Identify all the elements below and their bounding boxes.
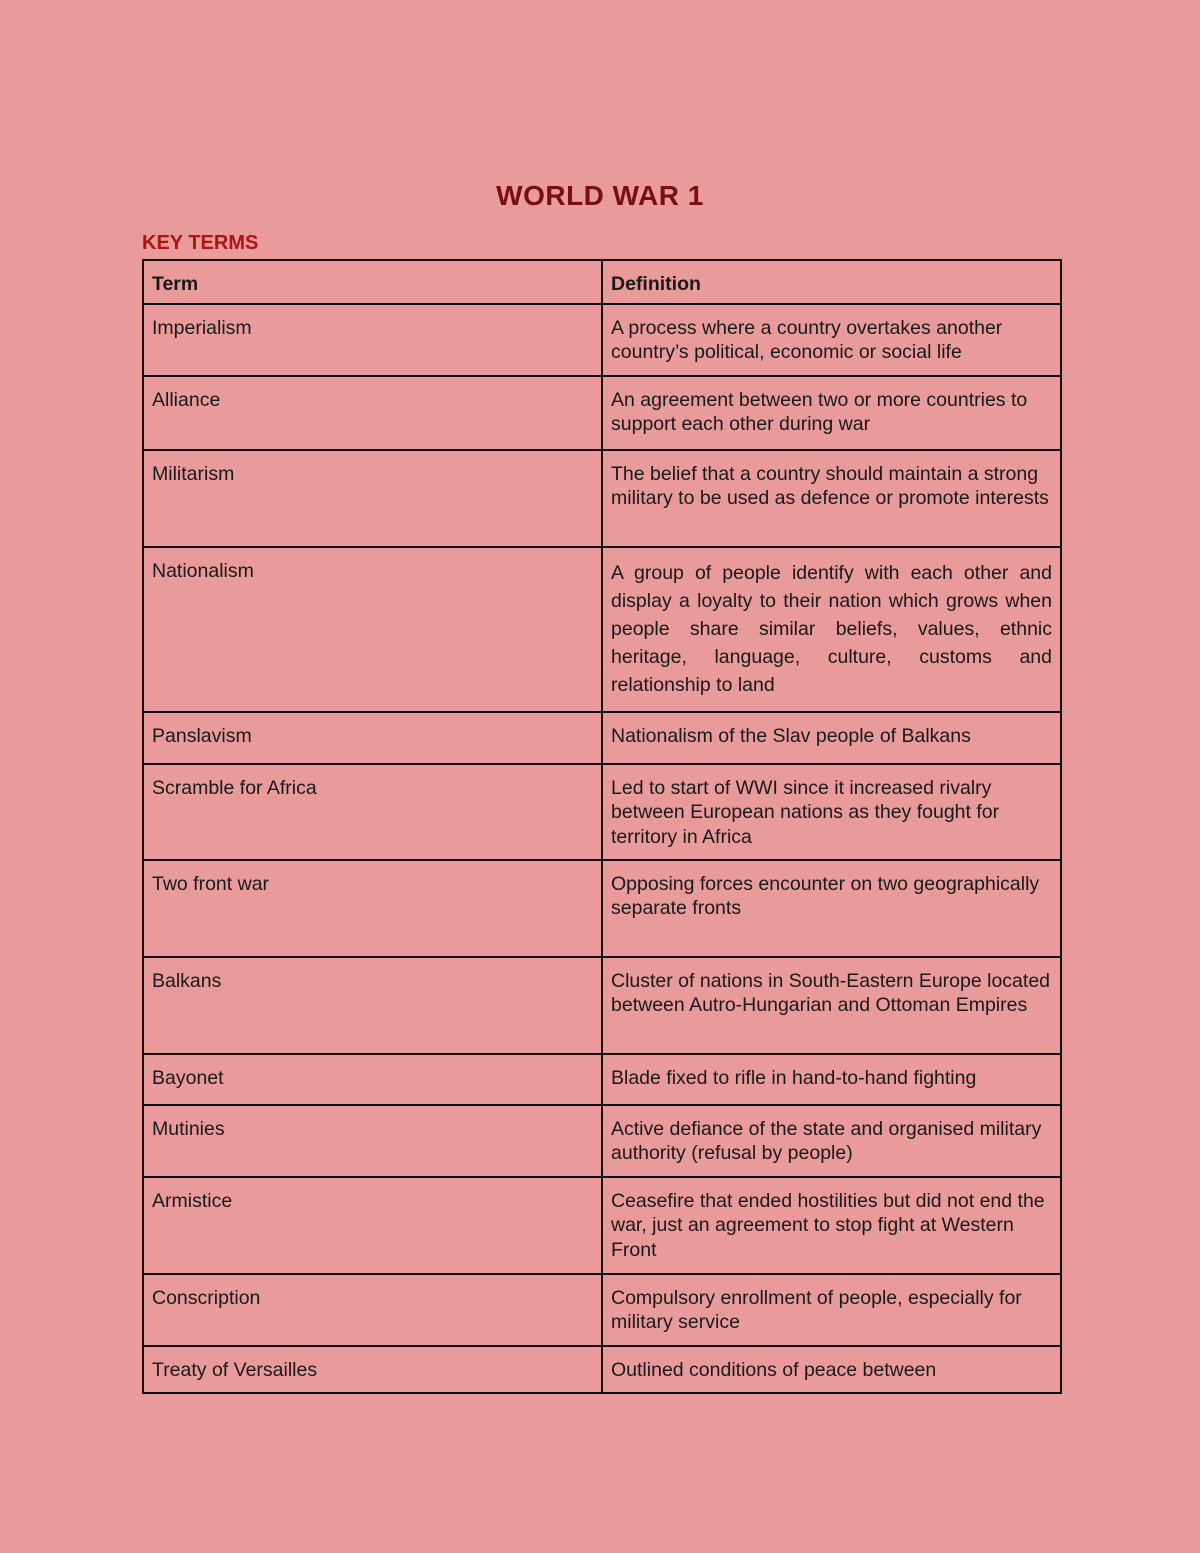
key-terms-table bbox=[142, 259, 1062, 1394]
definition-cell: Led to start of WWI since it increased rivalry between European nations as they fought for territory in Africa bbox=[602, 764, 1061, 860]
table-row bbox=[143, 1177, 1061, 1274]
table-row bbox=[143, 304, 1061, 376]
term-cell: Armistice bbox=[143, 1177, 602, 1274]
term-cell: Balkans bbox=[143, 957, 602, 1054]
table-row bbox=[143, 1274, 1061, 1346]
term-cell: Scramble for Africa bbox=[143, 764, 602, 860]
definition-cell: Active defiance of the state and organised military authority (refusal by people) bbox=[602, 1105, 1061, 1177]
definition-cell: An agreement between two or more countries to support each other during war bbox=[602, 376, 1061, 450]
term-cell: Mutinies bbox=[143, 1105, 602, 1177]
table-row bbox=[143, 957, 1061, 1054]
table-row bbox=[143, 1105, 1061, 1177]
definition-cell: Blade fixed to rifle in hand-to-hand fighting bbox=[602, 1054, 1061, 1105]
table-row bbox=[143, 860, 1061, 957]
table-row bbox=[143, 764, 1061, 860]
definition-cell: Cluster of nations in South-Eastern Europe located between Autro-Hungarian and Ottoman Empires bbox=[602, 957, 1061, 1054]
table-row bbox=[143, 450, 1061, 547]
term-cell: Panslavism bbox=[143, 712, 602, 764]
definition-cell: Nationalism of the Slav people of Balkans bbox=[602, 712, 1061, 764]
term-cell: Alliance bbox=[143, 376, 602, 450]
term-cell: Militarism bbox=[143, 450, 602, 547]
definition-cell: Ceasefire that ended hostilities but did not end the war, just an agreement to stop fight at Western Front bbox=[602, 1177, 1061, 1274]
term-cell: Conscription bbox=[143, 1274, 602, 1346]
term-cell: Nationalism bbox=[143, 547, 602, 712]
header-definition: Definition bbox=[602, 260, 1061, 304]
table-row bbox=[143, 547, 1061, 712]
definition-cell: A group of people identify with each other and display a loyalty to their nation which grows when people share similar beliefs, values, ethnic heritage, language, culture, customs and relationship to land bbox=[602, 547, 1061, 712]
header-term: Term bbox=[143, 260, 602, 304]
table-row bbox=[143, 712, 1061, 764]
definition-cell: Outlined conditions of peace between bbox=[602, 1346, 1061, 1393]
definition-cell: Compulsory enrollment of people, especially for military service bbox=[602, 1274, 1061, 1346]
table-row bbox=[143, 1346, 1061, 1393]
definition-cell: A process where a country overtakes another country’s political, economic or social life bbox=[602, 304, 1061, 376]
definition-cell: The belief that a country should maintain a strong military to be used as defence or promote interests bbox=[602, 450, 1061, 547]
term-cell: Bayonet bbox=[143, 1054, 602, 1105]
section-heading: KEY TERMS bbox=[142, 232, 259, 254]
definition-cell: Opposing forces encounter on two geographically separate fronts bbox=[602, 860, 1061, 957]
page-title: WORLD WAR 1 bbox=[496, 180, 704, 211]
term-cell: Two front war bbox=[143, 860, 602, 957]
term-cell: Treaty of Versailles bbox=[143, 1346, 602, 1393]
term-cell: Imperialism bbox=[143, 304, 602, 376]
table-row bbox=[143, 376, 1061, 450]
table-header-row bbox=[143, 260, 1061, 304]
table-row bbox=[143, 1054, 1061, 1105]
